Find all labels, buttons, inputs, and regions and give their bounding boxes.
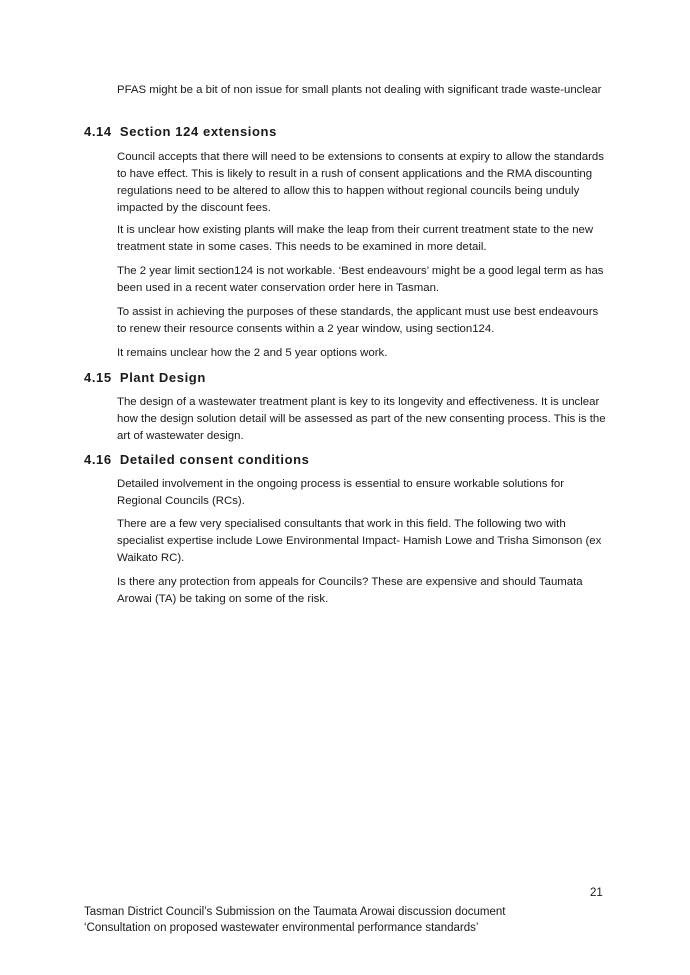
paragraph: The design of a wastewater treatment plant is key to its longevity and effectiveness. It is unclear how the design solution detail will be assessed as part of the new consenting process. This is the art of wastewater design. [117,396,606,442]
section-number: 4.15 [84,370,112,385]
paragraph: Is there any protection from appeals for Councils? These are expensive and should Taumata Arowai (TA) be taking on some of the risk. [117,576,583,605]
paragraph: Detailed involvement in the ongoing process is essential to ensure workable solutions for Regional Councils (RCs). [117,478,565,507]
section-heading-4-14 [84,124,277,139]
section-body-4-16-p2 [117,516,607,567]
page-number: 21 [590,887,603,899]
section-body-4-14-p3 [117,263,607,297]
paragraph: Council accepts that there will need to be extensions to consents at expiry to allow the standards to have effect. This is likely to result in a rush of consent applications and the RMA discounting regulations need to be altered to allow this to happen without regional councils being unduly impacted by the discount fees. [117,151,604,214]
section-body-4-15 [117,394,607,445]
section-title: Section 124 extensions [119,124,277,139]
paragraph: It is unclear how existing plants will make the leap from their current treatment state to the new treatment state in some cases. This needs to be examined in more detail. [117,224,594,253]
intro-block [117,82,607,99]
footer-line-2: ‘Consultation on proposed wastewater environmental performance standards’ [84,922,479,934]
footer-line-1: Tasman District Council’s Submission on the Taumata Arowai discussion document [84,906,506,918]
footer [84,904,604,936]
section-body-4-14-p5 [117,345,607,362]
paragraph: There are a few very specialised consultants that work in this field. The following two with specialist expertise include Lowe Environmental Impact- Hamish Lowe and Trisha Simonson (ex Waikato RC). [117,518,602,564]
section-number: 4.16 [84,452,112,467]
section-heading-4-15 [84,370,206,385]
section-title: Plant Design [119,370,206,385]
section-body-4-14 [117,149,607,217]
paragraph: To assist in achieving the purposes of these standards, the applicant must use best endeavours to renew their resource consents within a 2 year window, using section124. [117,306,599,335]
paragraph: The 2 year limit section124 is not workable. ‘Best endeavours’ might be a good legal term as has been used in a recent water conservation order here in Tasman. [117,265,604,294]
intro-paragraph: PFAS might be a bit of non issue for small plants not dealing with significant trade waste-unclear [117,84,602,96]
section-body-4-14-p2 [117,222,607,256]
section-heading-4-16 [84,452,309,467]
section-body-4-16 [117,476,607,510]
paragraph: It remains unclear how the 2 and 5 year options work. [117,347,388,359]
section-body-4-14-p4 [117,304,607,338]
section-body-4-16-p3 [117,574,607,608]
section-title: Detailed consent conditions [119,452,310,467]
section-number: 4.14 [84,124,112,139]
